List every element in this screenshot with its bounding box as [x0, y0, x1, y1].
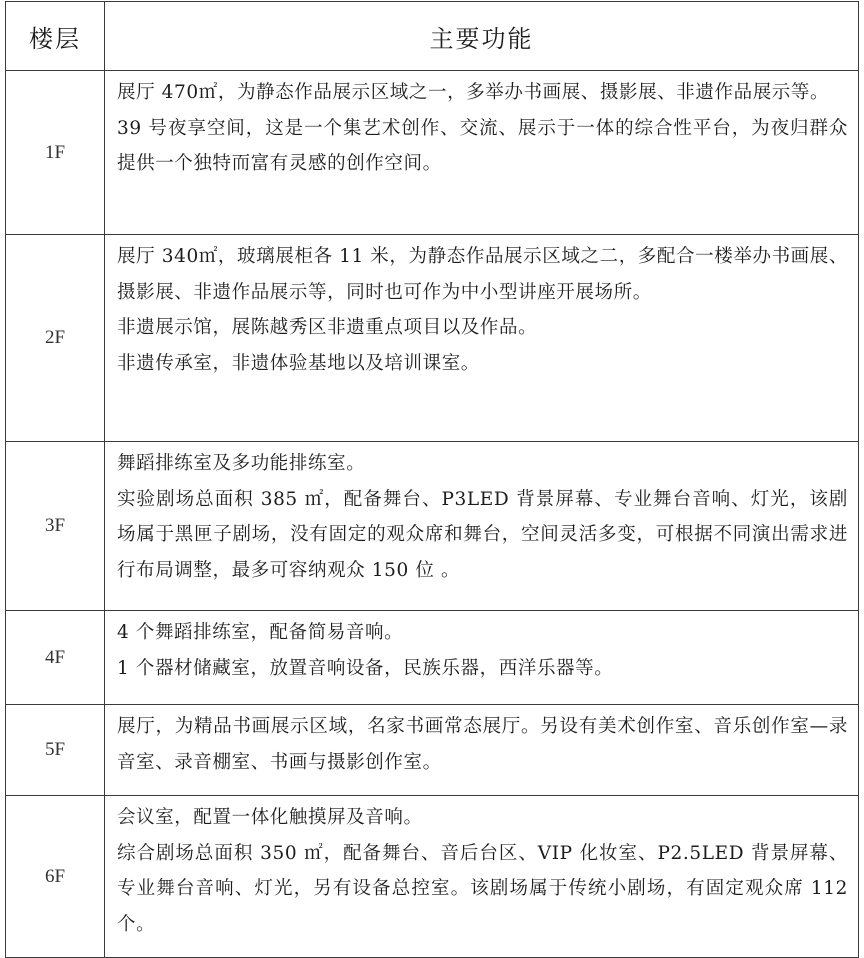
floor-label: 1F — [6, 71, 105, 235]
table-row-2f — [6, 235, 859, 442]
description-line: 展厅 340㎡，玻璃展柜各 11 米，为静态作品展示区域之二，多配合一楼举办书画展、摄影展、非遗作品展示等，同时也可作为中小型讲座开展场所。 — [117, 246, 848, 303]
function-description — [105, 71, 859, 235]
description-line: 非遗展示馆，展陈越秀区非遗重点项目以及作品。 — [117, 317, 538, 338]
header-function: 主要功能 — [105, 2, 859, 71]
floor-label: 5F — [6, 705, 105, 796]
floor-function-table — [5, 1, 859, 958]
function-description — [105, 442, 859, 611]
description-line: 展厅 470㎡，为静态作品展示区域之一，多举办书画展、摄影展、非遗作品展示等。 — [117, 82, 830, 103]
floor-label: 4F — [6, 611, 105, 705]
description-line: 综合剧场总面积 350 ㎡，配备舞台、音后台区、VIP 化妆室、P2.5LED 背景屏幕、专业舞台音响、灯光，另有设备总控室。该剧场属于传统小剧场，有固定观众席 112 个。 — [117, 842, 848, 935]
description-line: 会议室，配置一体化触摸屏及音响。 — [117, 807, 423, 828]
table-row-3f — [6, 442, 859, 611]
description-line: 舞蹈排练室及多功能排练室。 — [117, 453, 366, 474]
header-row — [6, 2, 859, 71]
table-row-5f — [6, 705, 859, 796]
function-description — [105, 796, 859, 958]
description-line: 展厅，为精品书画展示区域，名家书画常态展厅。另设有美术创作室、音乐创作室—录音室、录音棚室、书画与摄影创作室。 — [117, 716, 848, 773]
table-row-4f — [6, 611, 859, 705]
function-description — [105, 235, 859, 442]
floor-label: 2F — [6, 235, 105, 442]
table-row-1f — [6, 71, 859, 235]
floor-label: 6F — [6, 796, 105, 958]
description-line: 非遗传承室，非遗体验基地以及培训课室。 — [117, 352, 480, 374]
description-line: 1 个器材储藏室，放置音响设备，民族乐器，西洋乐器等。 — [117, 657, 614, 679]
table-row-6f — [6, 796, 859, 958]
function-description — [105, 705, 859, 796]
description-line: 4 个舞蹈排练室，配备简易音响。 — [117, 622, 404, 643]
header-floor: 楼层 — [6, 2, 105, 71]
description-line: 39 号夜享空间，这是一个集艺术创作、交流、展示于一体的综合性平台，为夜归群众提供一个独特而富有灵感的创作空间。 — [117, 117, 848, 174]
function-description — [105, 611, 859, 705]
floor-label: 3F — [6, 442, 105, 611]
description-line: 实验剧场总面积 385 ㎡，配备舞台、P3LED 背景屏幕、专业舞台音响、灯光，该剧场属于黑匣子剧场，没有固定的观众席和舞台，空间灵活多变，可根据不同演出需求进行布局调整，最多可容纳观众 150 位 。 — [117, 488, 848, 581]
floor-function-table-container — [5, 1, 858, 958]
